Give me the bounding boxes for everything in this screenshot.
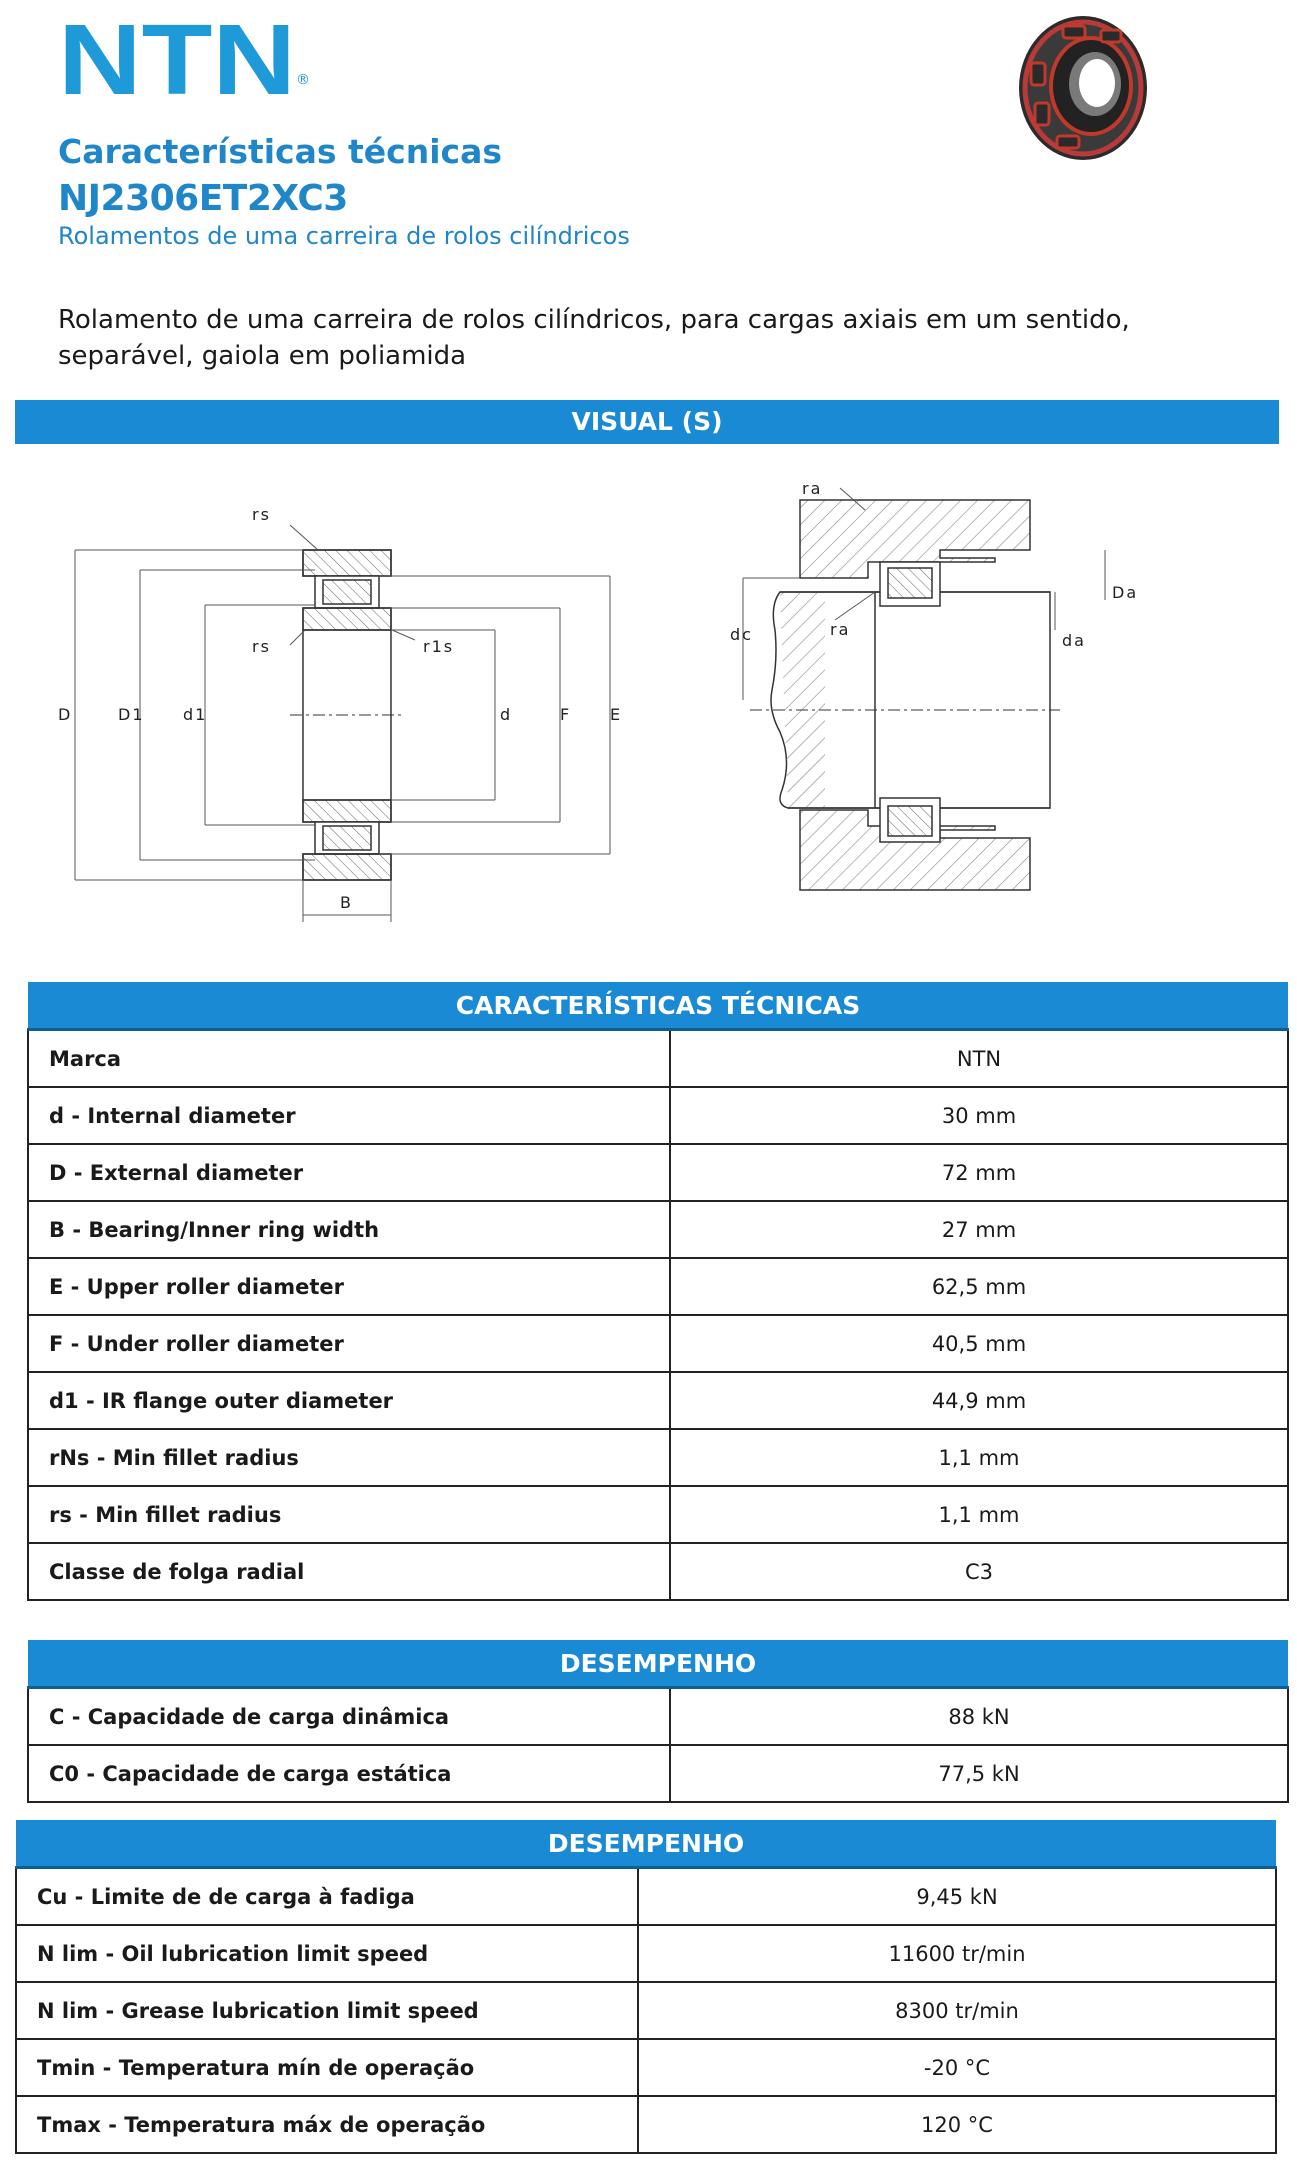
product-subtitle: Rolamentos de uma carreira de rolos cilíndricos bbox=[58, 222, 630, 250]
row-value: 9,45 kN bbox=[638, 1868, 1276, 1926]
technical-characteristics-table bbox=[27, 982, 1289, 1601]
row-value: 1,1 mm bbox=[670, 1486, 1288, 1543]
row-value: NTN bbox=[670, 1030, 1288, 1088]
bearing-section-drawing bbox=[290, 550, 405, 880]
label-r1s: r1s bbox=[423, 637, 455, 656]
table-row bbox=[28, 1372, 1288, 1429]
label-B: B bbox=[340, 893, 353, 912]
label-d1-dim: d1 bbox=[183, 705, 208, 724]
table-row bbox=[28, 1201, 1288, 1258]
row-value: 72 mm bbox=[670, 1144, 1288, 1201]
row-label: Tmin - Temperatura mín de operação bbox=[16, 2039, 638, 2096]
label-d: d bbox=[500, 705, 513, 724]
row-value: 1,1 mm bbox=[670, 1429, 1288, 1486]
table-row bbox=[16, 1868, 1276, 1926]
logo-text: NTN bbox=[58, 14, 296, 104]
table-title: DESEMPENHO bbox=[28, 1640, 1288, 1688]
label-ra-top: ra bbox=[802, 479, 823, 498]
row-label: Cu - Limite de de carga à fadiga bbox=[16, 1868, 638, 1926]
row-label: rNs - Min fillet radius bbox=[28, 1429, 670, 1486]
row-value: 88 kN bbox=[670, 1688, 1288, 1746]
table-row bbox=[16, 2039, 1276, 2096]
visual-section-header: VISUAL (S) bbox=[15, 400, 1279, 444]
table-title: CARACTERÍSTICAS TÉCNICAS bbox=[28, 982, 1288, 1030]
row-value: 62,5 mm bbox=[670, 1258, 1288, 1315]
table-row bbox=[28, 1745, 1288, 1802]
table-row bbox=[28, 1543, 1288, 1600]
row-value: -20 °C bbox=[638, 2039, 1276, 2096]
row-value: 40,5 mm bbox=[670, 1315, 1288, 1372]
table-row bbox=[28, 1429, 1288, 1486]
technical-drawing bbox=[40, 470, 1260, 940]
row-label: C0 - Capacidade de carga estática bbox=[28, 1745, 670, 1802]
performance-table-1 bbox=[27, 1640, 1289, 1803]
row-label: rs - Min fillet radius bbox=[28, 1486, 670, 1543]
row-label: Marca bbox=[28, 1030, 670, 1088]
table-row bbox=[28, 1258, 1288, 1315]
label-D: D bbox=[58, 705, 73, 724]
registered-mark: ® bbox=[296, 72, 310, 88]
table-row bbox=[16, 2096, 1276, 2153]
table-row bbox=[28, 1087, 1288, 1144]
label-rs-top: rs bbox=[252, 505, 271, 524]
table-row bbox=[28, 1144, 1288, 1201]
row-value: 8300 tr/min bbox=[638, 1982, 1276, 2039]
row-value: 77,5 kN bbox=[670, 1745, 1288, 1802]
row-label: C - Capacidade de carga dinâmica bbox=[28, 1688, 670, 1746]
label-Da: Da bbox=[1112, 583, 1139, 602]
performance-table-2 bbox=[15, 1820, 1277, 2154]
ntn-logo-graphic bbox=[58, 14, 298, 104]
row-label: Tmax - Temperatura máx de operação bbox=[16, 2096, 638, 2153]
row-value: 30 mm bbox=[670, 1087, 1288, 1144]
row-value: 44,9 mm bbox=[670, 1372, 1288, 1429]
table-row bbox=[28, 1315, 1288, 1372]
table-row bbox=[28, 1030, 1288, 1088]
row-label: E - Upper roller diameter bbox=[28, 1258, 670, 1315]
row-label: Classe de folga radial bbox=[28, 1543, 670, 1600]
label-F: F bbox=[560, 705, 572, 724]
page-title: Características técnicas bbox=[58, 132, 503, 171]
table-row bbox=[16, 1982, 1276, 2039]
label-E: E bbox=[610, 705, 623, 724]
row-label: F - Under roller diameter bbox=[28, 1315, 670, 1372]
ntn-logo bbox=[58, 14, 318, 104]
row-label: N lim - Grease lubrication limit speed bbox=[16, 1982, 638, 2039]
product-code: NJ2306ET2XC3 bbox=[58, 178, 348, 219]
label-rs-mid: rs bbox=[252, 637, 271, 656]
table-row bbox=[28, 1486, 1288, 1543]
product-description: Rolamento de uma carreira de rolos cilíndricos, para cargas axiais em um sentido, separável, gaiola em poliamida bbox=[58, 305, 1130, 371]
label-dc: dc bbox=[730, 625, 753, 644]
row-label: B - Bearing/Inner ring width bbox=[28, 1201, 670, 1258]
row-label: d - Internal diameter bbox=[28, 1087, 670, 1144]
row-value: C3 bbox=[670, 1543, 1288, 1600]
row-label: D - External diameter bbox=[28, 1144, 670, 1201]
table-title: DESEMPENHO bbox=[16, 1820, 1276, 1868]
mounting-drawing bbox=[750, 500, 1060, 890]
label-da: da bbox=[1062, 631, 1086, 650]
row-value: 11600 tr/min bbox=[638, 1925, 1276, 1982]
label-D1: D1 bbox=[118, 705, 145, 724]
table-row bbox=[16, 1925, 1276, 1982]
table-row bbox=[28, 1688, 1288, 1746]
row-label: d1 - IR flange outer diameter bbox=[28, 1372, 670, 1429]
bearing-product-image bbox=[1005, 8, 1165, 173]
row-value: 27 mm bbox=[670, 1201, 1288, 1258]
label-ra-mid: ra bbox=[830, 620, 851, 639]
row-label: N lim - Oil lubrication limit speed bbox=[16, 1925, 638, 1982]
row-value: 120 °C bbox=[638, 2096, 1276, 2153]
